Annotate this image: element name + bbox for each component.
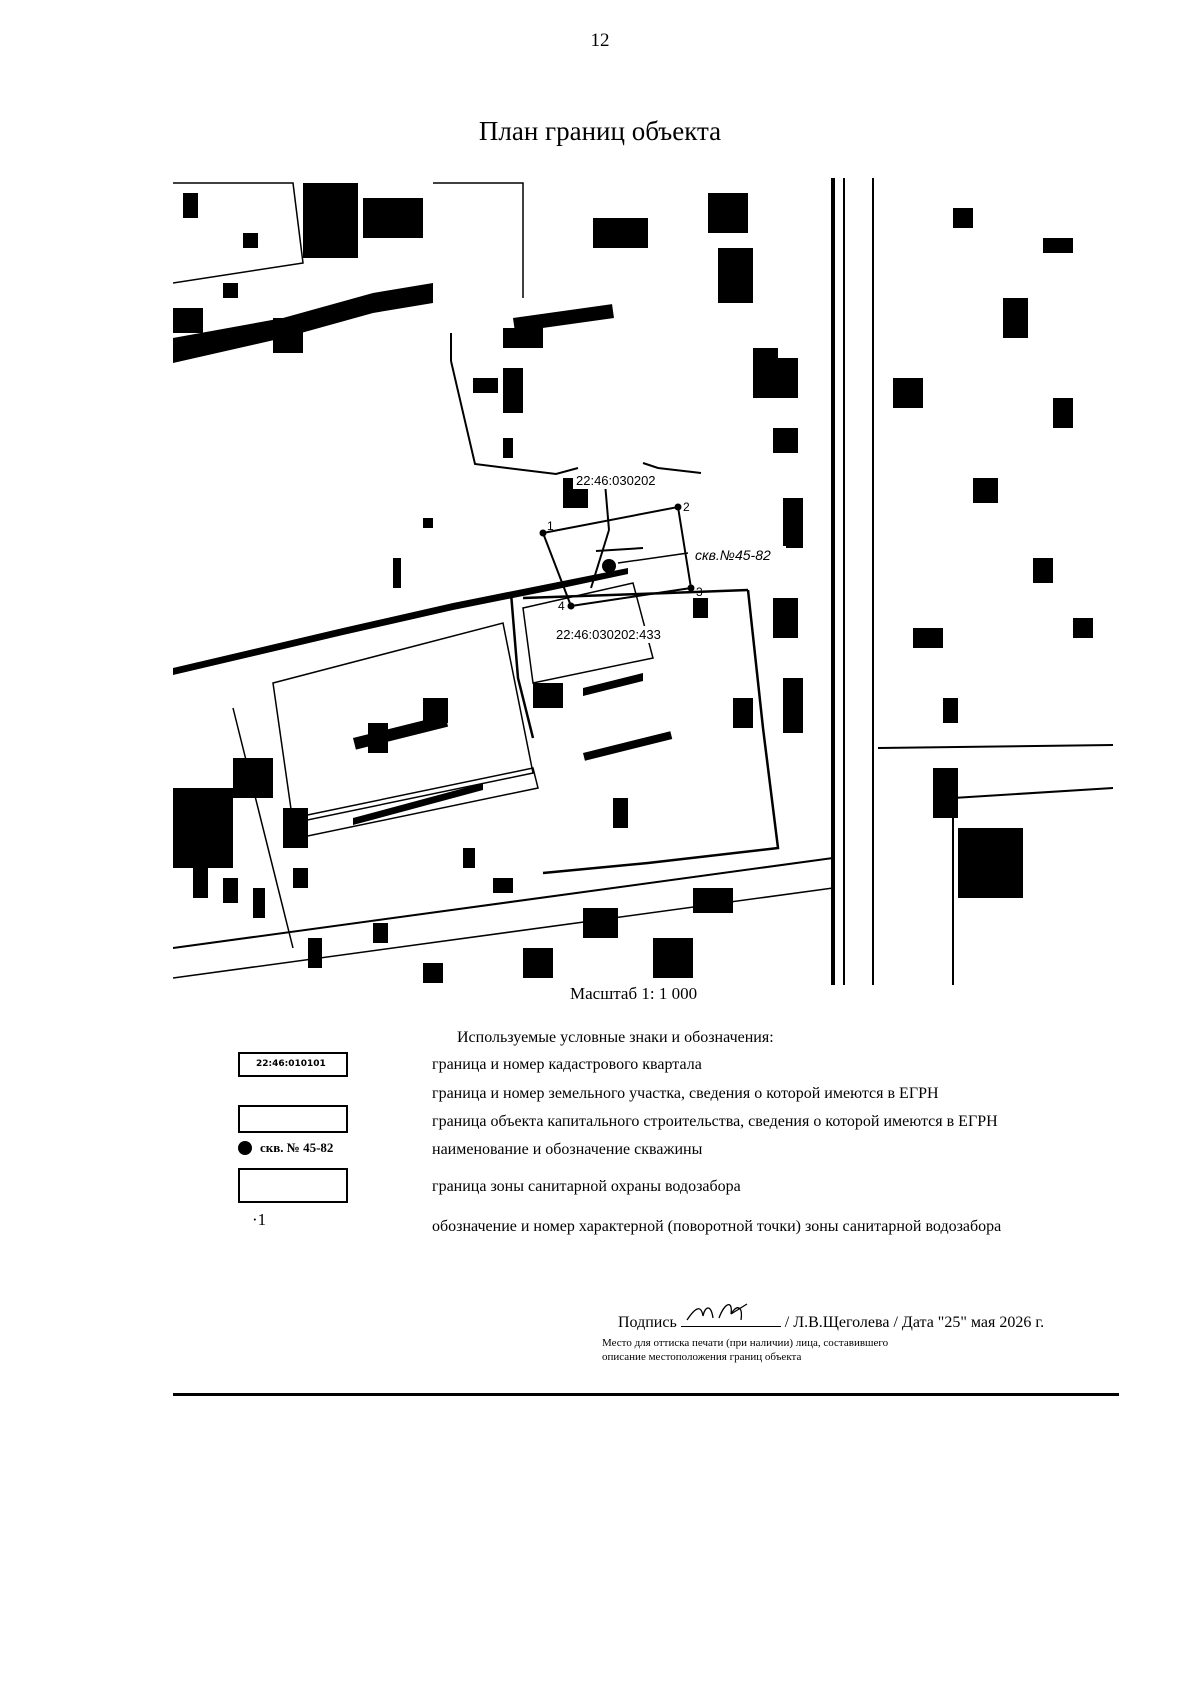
stamp-note-line1: Место для оттиска печати (при наличии) лица, составившего bbox=[602, 1337, 889, 1349]
parcel-label: 22:46:030202:433 bbox=[556, 627, 661, 642]
legend-zone-symbol bbox=[238, 1168, 348, 1203]
well-label: скв.№45-82 bbox=[695, 547, 771, 563]
point-label-1: 1 bbox=[547, 519, 554, 533]
legend-item-well: наименование и обозначение скважины bbox=[432, 1141, 703, 1158]
legend-object-symbol bbox=[238, 1105, 348, 1133]
legend-item-parcel: граница и номер земельного участка, сведения о которой имеются в ЕГРН bbox=[432, 1085, 939, 1102]
legend-item-point: обозначение и номер характерной (поворотной точки) зоны санитарной водозабора bbox=[432, 1218, 1002, 1235]
quarter-label: 22:46:030202 bbox=[576, 473, 656, 488]
signature-line bbox=[618, 1312, 1044, 1332]
point-label-2: 2 bbox=[683, 500, 690, 514]
legend-point-symbol: ·1 bbox=[252, 1210, 267, 1229]
map-scale: Масштаб 1: 1 000 bbox=[570, 984, 698, 1003]
signature-suffix: / Л.В.Щеголева / Дата "25" мая 2026 г. bbox=[784, 1314, 1045, 1331]
point-label-3: 3 bbox=[696, 585, 703, 599]
stamp-note-line2: описание местоположения границ объекта bbox=[602, 1351, 802, 1363]
handwritten-signature bbox=[681, 1312, 781, 1327]
well-marker bbox=[602, 559, 616, 573]
legend-item-zone: граница зоны санитарной охраны водозабора bbox=[432, 1178, 741, 1195]
boundary-plan-map bbox=[173, 178, 1113, 985]
point-label-4: 4 bbox=[558, 599, 565, 613]
stamp-note bbox=[602, 1336, 888, 1364]
bottom-rule bbox=[173, 1393, 1119, 1396]
legend-heading: Используемые условные знаки и обозначения: bbox=[457, 1029, 774, 1046]
well-dot-icon bbox=[238, 1141, 252, 1155]
legend-quarter-symbol: 22:46:010101 bbox=[238, 1052, 348, 1077]
legend-well-symbol-label: скв. № 45-82 bbox=[260, 1140, 334, 1155]
legend-item-object: граница объекта капитального строительства, сведения о которой имеются в ЕГРН bbox=[432, 1113, 998, 1130]
page-number: 12 bbox=[590, 30, 610, 51]
legend-item-quarter: граница и номер кадастрового квартала bbox=[432, 1056, 702, 1073]
plan-title: План границ объекта bbox=[478, 116, 722, 146]
legend-well-symbol bbox=[238, 1140, 333, 1156]
signature-prefix: Подпись bbox=[618, 1314, 677, 1331]
